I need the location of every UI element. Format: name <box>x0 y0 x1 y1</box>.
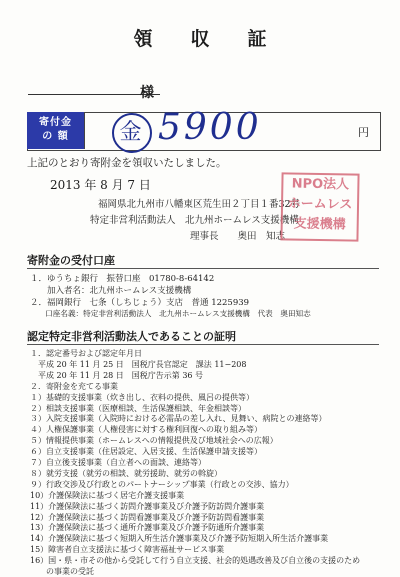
certification-line: ７）自立後支援事業（自立者への面談、連絡等） <box>30 458 206 467</box>
certification-line: 13）介護保険法に基づく通所介護事業及び介護予防通所介護事業 <box>30 523 265 533</box>
certification-line: 16）国・県・市その他から受託して行う自立支援、社会的処遇改善及び自立後の支援のため <box>30 556 361 566</box>
certification-line: 11）介護保険法に基づく訪問介護事業及び介護予防訪問介護事業 <box>30 501 265 511</box>
account-divider <box>27 268 379 269</box>
certification-line: ３）入院支援事業（入院時における必需品の差し入れ、見舞い、病院との連絡等） <box>30 414 327 424</box>
certification-line: ６）自立支援事業（住居設定、入居支援、生活保護申請支援等） <box>30 447 262 457</box>
issuer-org: 特定非営利活動法人 北九州ホームレス支援機構 <box>90 215 299 226</box>
certification-line: 14）介護保険法に基づく短期入所生活介護事業及び介護予防短期入所生活介護事業 <box>30 534 329 544</box>
account-line: １．ゆうちょ銀行 振替口座 01780-8-64142 <box>30 274 215 284</box>
certification-line: ９）行政交渉及び行政とのパートナーシップ事業（行政との交渉、協力） <box>30 479 294 489</box>
certification-divider <box>27 344 379 345</box>
received-text: 上記のとおり寄附金を領収いたしました。 <box>27 157 227 169</box>
account-line: ２．福岡銀行 七条（しちじょう）支店 普通 1225939 <box>30 298 250 308</box>
certification-line: 15）障害者自立支援法に基づく障害福祉サービス事業 <box>30 545 225 555</box>
certification-line: １．認定番号および認定年月日 <box>30 349 142 358</box>
recipient-suffix: 様 <box>140 85 154 101</box>
amount-handwritten <box>112 107 262 153</box>
issuer-address: 福岡県北九州市八幡東区荒生田２丁目１番32号 <box>98 199 301 210</box>
certification-line: 12）介護保険法に基づく訪問看護事業及び介護予防訪問看護事業 <box>30 512 265 522</box>
certification-line: ８）就労支援（就労の相談、就労援助、就労の斡旋） <box>30 468 222 478</box>
amount-label-line2: の 額 <box>42 131 69 142</box>
certification-line: ２．寄附金を充てる事業 <box>30 381 118 391</box>
account-line: 加入者名：北九州ホームレス支援機構 <box>30 286 192 296</box>
certification-line: ４）人権保護事業（人権侵害に対する権利回復への取り組み等） <box>30 425 262 435</box>
certification-heading: 認定特定非営利活動法人であることの証明 <box>27 330 236 343</box>
stamp-line-3: 支援機構 <box>293 216 346 233</box>
kin-circle-icon: 金 <box>112 113 152 153</box>
amount-value: 5900 <box>158 107 262 148</box>
certification-line: ２）相談支援事業（医療相談、生活保護相談、年金相談等） <box>30 403 246 413</box>
issuer-rep: 理事長 奥田 知志 <box>190 231 286 242</box>
certification-line: １）基礎的支援事業（炊き出し、衣料の提供、風呂の提供等） <box>30 392 254 402</box>
account-line: 口座名義：特定非営利活動法人 北九州ホームレス支援機構 代表 奥田知志 <box>30 309 311 318</box>
certification-line: 10）介護保険法に基づく居宅介護支援事業 <box>30 490 185 500</box>
certification-line: ５）情報提供事業（ホームレスへの情報提供及び地域社会への広報） <box>30 436 278 446</box>
stamp-line-2: ホームレス <box>287 196 353 213</box>
certification-line: の事業の受託 <box>30 567 94 576</box>
seal-stamp <box>280 172 359 241</box>
amount-label <box>27 112 85 149</box>
account-heading: 寄附金の受付口座 <box>27 254 115 267</box>
certification-line: 平成 20 年 11 月 28 日 国税庁告示第 36 号 <box>30 370 204 380</box>
stamp-line-1: NPO法人 <box>291 176 350 193</box>
currency-unit: 円 <box>358 126 369 139</box>
amount-label-line1: 寄付金 <box>39 117 72 128</box>
page-title: 領収証 <box>133 28 305 50</box>
certification-line: 平成 20 年 11 月 25 日 国税庁長官認定 課法 11−208 <box>30 359 247 369</box>
issue-date: 2013 年 8 月 7 日 <box>50 178 151 192</box>
